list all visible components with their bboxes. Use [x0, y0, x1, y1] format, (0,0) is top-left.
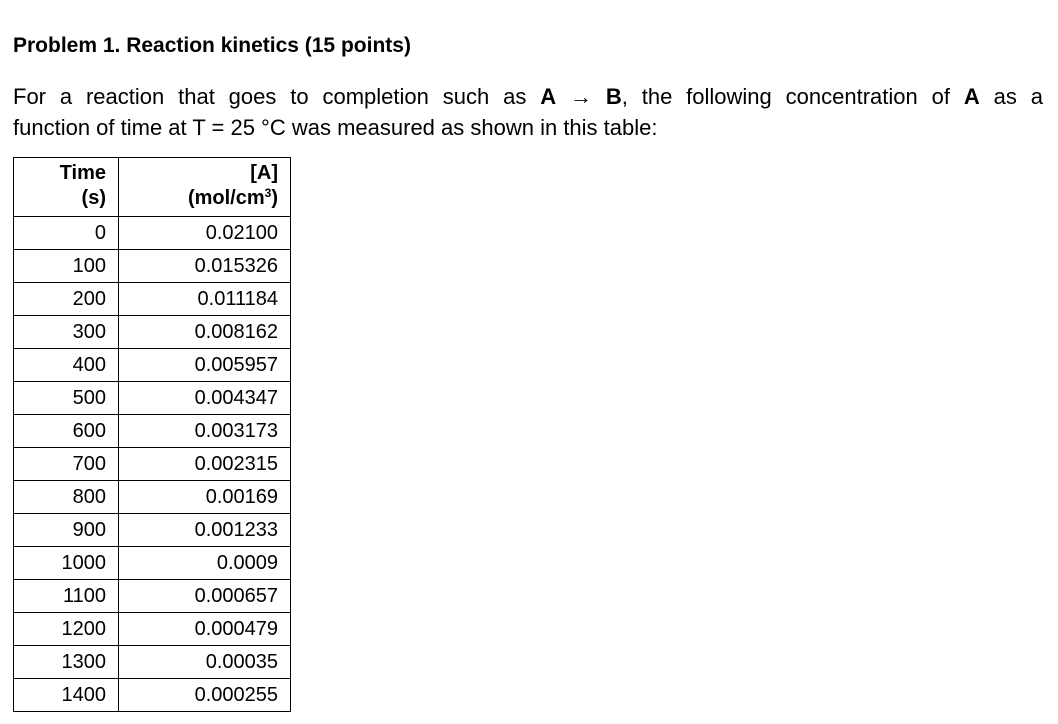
- concentration-cell: 0.002315: [119, 448, 291, 481]
- concentration-cell: 0.000255: [119, 679, 291, 712]
- table-body: [14, 217, 291, 712]
- time-cell: 300: [14, 316, 119, 349]
- time-header-line2: (s): [81, 187, 106, 209]
- time-cell: 1300: [14, 646, 119, 679]
- species-b: B: [605, 84, 622, 109]
- table-row: [14, 679, 291, 712]
- time-column-header: [14, 158, 119, 217]
- table-row: [14, 514, 291, 547]
- table-row: [14, 349, 291, 382]
- concentration-cell: 0.0009: [119, 547, 291, 580]
- concentration-cell: 0.011184: [119, 283, 291, 316]
- problem-heading: Problem 1. Reaction kinetics (15 points): [13, 34, 411, 57]
- species-a-second: A: [963, 84, 980, 109]
- table-row: [14, 547, 291, 580]
- time-cell: 900: [14, 514, 119, 547]
- table-row: [14, 250, 291, 283]
- concentration-cell: 0.004347: [119, 382, 291, 415]
- time-cell: 1100: [14, 580, 119, 613]
- concentration-cell: 0.005957: [119, 349, 291, 382]
- time-cell: 700: [14, 448, 119, 481]
- species-a: A: [540, 84, 557, 109]
- concentration-cell: 0.000657: [119, 580, 291, 613]
- table-row: [14, 382, 291, 415]
- table-row: [14, 217, 291, 250]
- concentration-cell: 0.000479: [119, 613, 291, 646]
- time-cell: 1200: [14, 613, 119, 646]
- concentration-cell: 0.003173: [119, 415, 291, 448]
- concentration-table-wrap: [13, 157, 291, 712]
- concentration-cell: 0.00169: [119, 481, 291, 514]
- reaction-arrow-icon: →: [569, 84, 592, 109]
- table-row: [14, 448, 291, 481]
- concentration-cell: 0.00035: [119, 646, 291, 679]
- intro-line-1: [13, 81, 1043, 112]
- table-row: [14, 415, 291, 448]
- conc-header-line2: [188, 187, 278, 209]
- time-cell: 600: [14, 415, 119, 448]
- table-row: [14, 646, 291, 679]
- intro-text-c: as a: [993, 84, 1043, 109]
- intro-line-2: function of time at T = 25 °C was measured as shown in this table:: [13, 115, 658, 140]
- conc-header-unit: (mol/cm: [187, 187, 265, 209]
- intro-text-b: , the following concentration of: [621, 84, 950, 109]
- conc-header-line1: [A]: [250, 162, 278, 184]
- table-row: [14, 283, 291, 316]
- time-header-line1: Time: [59, 162, 106, 184]
- conc-header-close: ): [271, 187, 278, 209]
- time-cell: 800: [14, 481, 119, 514]
- time-cell: 0: [14, 217, 119, 250]
- time-cell: 1000: [14, 547, 119, 580]
- conc-header-exponent: 3: [264, 186, 272, 200]
- concentration-column-header: [119, 158, 291, 217]
- time-cell: 500: [14, 382, 119, 415]
- time-cell: 100: [14, 250, 119, 283]
- concentration-table: [13, 157, 291, 712]
- concentration-cell: 0.001233: [119, 514, 291, 547]
- table-header-row: [14, 158, 291, 217]
- concentration-cell: 0.015326: [119, 250, 291, 283]
- table-row: [14, 580, 291, 613]
- intro-text-a: For a reaction that goes to completion such as: [13, 84, 527, 109]
- intro-paragraph: [13, 81, 1043, 143]
- table-row: [14, 613, 291, 646]
- time-cell: 200: [14, 283, 119, 316]
- time-cell: 1400: [14, 679, 119, 712]
- table-row: [14, 481, 291, 514]
- time-cell: 400: [14, 349, 119, 382]
- concentration-cell: 0.02100: [119, 217, 291, 250]
- concentration-cell: 0.008162: [119, 316, 291, 349]
- table-row: [14, 316, 291, 349]
